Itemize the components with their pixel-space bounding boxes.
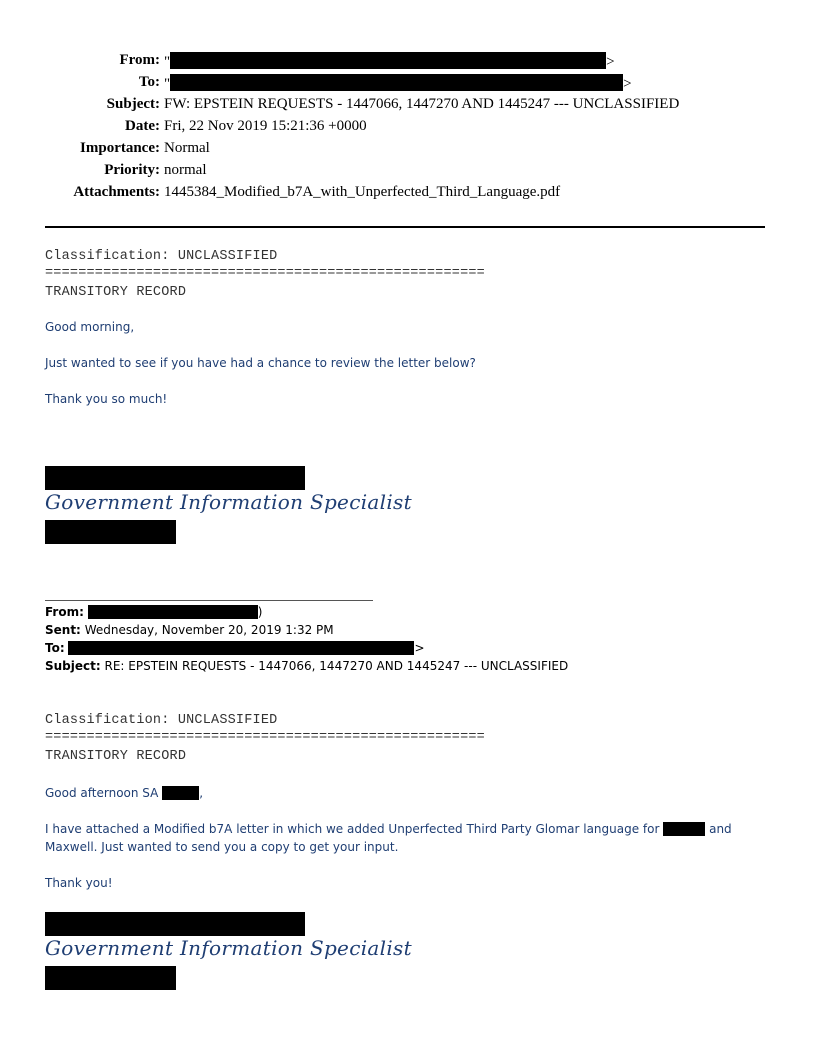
closing: Thank you so much!: [45, 392, 168, 406]
fwd-from-suffix: ): [257, 605, 263, 619]
body-part2: and Maxwell. Just wanted to send you a copy to get your input.: [45, 822, 732, 854]
redaction-block: [663, 822, 705, 836]
redaction-block: [45, 466, 305, 490]
body-text: Just wanted to see if you have had a chance to review the letter below?: [45, 356, 476, 370]
date-label: Date:: [125, 118, 160, 134]
importance-label: Importance:: [80, 140, 160, 156]
redaction-block: [45, 912, 305, 936]
signature-title: Government Information Specialist: [45, 490, 412, 514]
greeting-suffix: ,: [199, 786, 204, 800]
redaction-block: [68, 641, 414, 655]
to-prefix: ": [164, 76, 171, 92]
email-header: [0, 52, 816, 206]
fwd-subject-row: [45, 659, 568, 673]
header-attachments-row: [0, 184, 816, 206]
to-label: To:: [138, 74, 160, 90]
closing: Thank you!: [45, 876, 113, 890]
header-from-row: [0, 52, 816, 74]
from-prefix: ": [164, 54, 171, 70]
fwd-to-suffix: >: [414, 641, 425, 655]
classification-line: Classification: UNCLASSIFIED: [45, 249, 278, 264]
from-suffix: >: [606, 54, 615, 70]
subject-label: Subject:: [106, 96, 160, 112]
redaction-block: [45, 966, 176, 990]
redaction-block: [162, 786, 199, 800]
body-text: [45, 820, 745, 856]
to-value: [164, 74, 632, 93]
greeting: [45, 786, 203, 800]
record-type: TRANSITORY RECORD: [45, 285, 187, 300]
from-label: From:: [119, 52, 160, 68]
fwd-sent-row: [45, 623, 334, 637]
to-suffix: >: [623, 76, 632, 92]
record-type: TRANSITORY RECORD: [45, 749, 187, 764]
fwd-sent-value: Wednesday, November 20, 2019 1:32 PM: [84, 623, 334, 637]
body-part1: I have attached a Modified b7A letter in which we added Unperfected Third Party Glomar language for: [45, 822, 660, 836]
header-importance-row: [0, 140, 816, 162]
fwd-from-row: [45, 605, 262, 619]
subject-value: FW: EPSTEIN REQUESTS - 1447066, 1447270 AND 1445247 --- UNCLASSIFIED: [164, 96, 680, 112]
header-date-row: [0, 118, 816, 140]
forward-divider: [45, 600, 373, 601]
redaction-block: [170, 52, 606, 69]
redaction-block: [45, 520, 176, 544]
redaction-block: [170, 74, 623, 91]
fwd-subject-value: RE: EPSTEIN REQUESTS - 1447066, 1447270 AND 1445247 --- UNCLASSIFIED: [104, 659, 569, 673]
priority-label: Priority:: [104, 162, 160, 178]
importance-value: Normal: [164, 140, 210, 156]
fwd-from-label: From:: [45, 605, 84, 619]
greeting: Good morning,: [45, 320, 135, 334]
greeting-prefix: Good afternoon SA: [45, 786, 159, 800]
priority-value: normal: [164, 162, 207, 178]
from-value: [164, 52, 615, 71]
separator-line: =====================================================: [45, 266, 485, 281]
fwd-to-label: To:: [45, 641, 65, 655]
separator-line: =====================================================: [45, 730, 485, 745]
header-priority-row: [0, 162, 816, 184]
header-divider: [45, 226, 765, 228]
header-subject-row: [0, 96, 816, 118]
redaction-block: [88, 605, 258, 619]
signature-title: Government Information Specialist: [45, 936, 412, 960]
attachments-label: Attachments:: [73, 184, 160, 200]
fwd-subject-label: Subject:: [45, 659, 101, 673]
classification-line: Classification: UNCLASSIFIED: [45, 713, 278, 728]
attachment-filename[interactable]: 1445384_Modified_b7A_with_Unperfected_Third_Language.pdf: [164, 184, 561, 200]
fwd-sent-label: Sent:: [45, 623, 81, 637]
date-value: Fri, 22 Nov 2019 15:21:36 +0000: [164, 118, 367, 134]
fwd-to-row: [45, 641, 425, 655]
header-to-row: [0, 74, 816, 96]
